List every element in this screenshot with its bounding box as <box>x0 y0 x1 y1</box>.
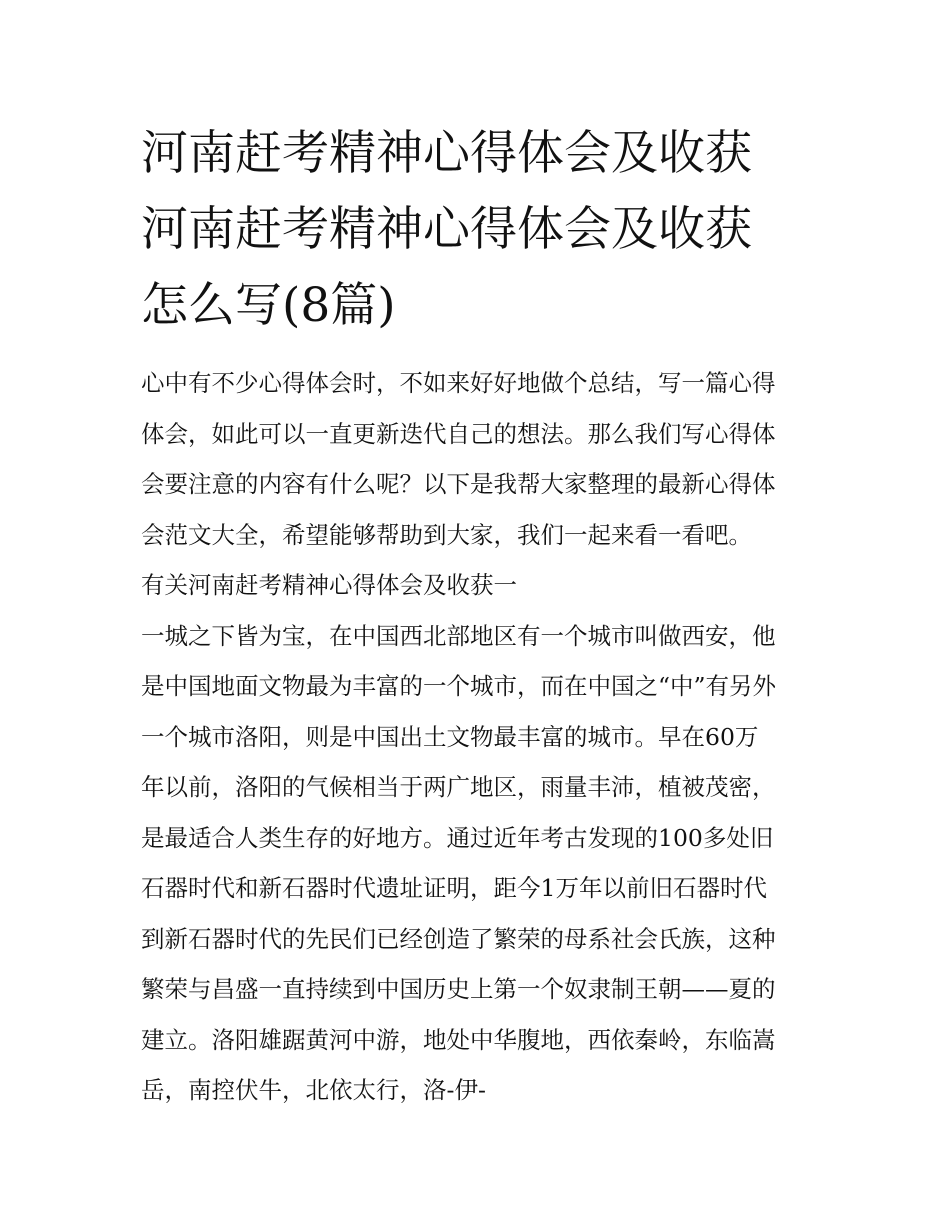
title-line: 河南赶考精神心得体会及收获 <box>141 202 752 257</box>
body-line: 建立。洛阳雄踞黄河中游，地处中华腹地，西依秦岭，东临嵩 <box>141 1025 776 1054</box>
body-line: 一个城市洛阳，则是中国出土文物最丰富的城市。早在60万 <box>141 722 759 751</box>
title-line: 河南赶考精神心得体会及收获 <box>141 126 752 181</box>
title-line: 怎么写(8篇) <box>141 278 396 333</box>
body-line: 一城之下皆为宝，在中国西北部地区有一个城市叫做西安，他 <box>141 621 776 650</box>
body-line: 体会，如此可以一直更新迭代自己的想法。那么我们写心得体 <box>141 419 776 448</box>
section-heading: 有关河南赶考精神心得体会及收获一 <box>141 571 517 599</box>
document-title <box>141 116 813 344</box>
body-line: 岳，南控伏牛，北依太行，洛-伊- <box>141 1076 486 1104</box>
body-line: 是最适合人类生存的好地方。通过近年考古发现的100多处旧 <box>141 823 774 852</box>
body-line: 石器时代和新石器时代遗址证明，距今1万年以前旧石器时代 <box>141 874 767 902</box>
body-line: 心中有不少心得体会时，不如来好好地做个总结，写一篇心得 <box>141 369 776 397</box>
document-body <box>141 358 813 1116</box>
body-line: 到新石器时代的先民们已经创造了繁荣的母系社会氏族，这种 <box>141 924 776 953</box>
document-content <box>141 116 813 1116</box>
body-line: 会范文大全，希望能够帮助到大家，我们一起来看一看吧。 <box>141 520 752 549</box>
body-line: 繁荣与昌盛一直持续到中国历史上第一个奴隶制王朝——夏的 <box>141 975 776 1003</box>
body-line: 年以前，洛阳的气候相当于两广地区，雨量丰沛，植被茂密， <box>141 773 776 801</box>
body-line: 会要注意的内容有什么呢？以下是我帮大家整理的最新心得体 <box>141 470 776 498</box>
body-line: 是中国地面文物最为丰富的一个城市，而在中国之“中”有另外 <box>141 672 777 700</box>
